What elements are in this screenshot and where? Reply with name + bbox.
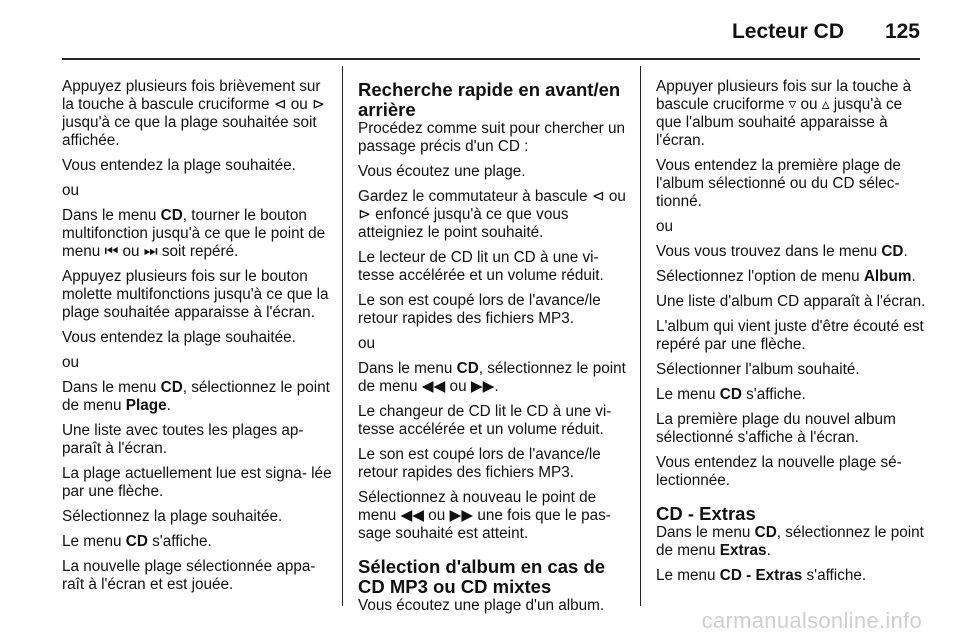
text: Dans le menu (62, 379, 161, 396)
column-1 (62, 78, 332, 601)
text: Sélectionnez l'option de menu (656, 268, 864, 285)
text: Vous vous trouvez dans le menu (656, 243, 882, 260)
text: . (903, 243, 908, 260)
column-2 (358, 80, 628, 622)
paragraph (62, 379, 332, 415)
text: Le menu (656, 567, 720, 584)
watermark: carmanualsonline.info (701, 608, 922, 633)
paragraph: L'album qui vient juste d'être écouté est repéré par une flèche. (656, 318, 924, 353)
paragraph (656, 524, 928, 560)
text: Dans le menu (62, 207, 161, 224)
paragraph: Le lecteur de CD lit un CD à une vi‐ tesse accélérée et un volume réduit. (358, 249, 604, 284)
paragraph: Sélectionnez la plage souhaitée. (62, 508, 283, 525)
menu-term: Extras (719, 542, 767, 559)
paragraph (656, 268, 928, 286)
section-heading: Sélection d'album en cas de CD MP3 ou CD mixtes (358, 556, 606, 597)
menu-term: CD (125, 533, 148, 550)
page-title: Lecteur CD (731, 20, 844, 43)
text: . (166, 397, 171, 414)
paragraph: Sélectionnez à nouveau le point de menu ◀◀ ou ▶▶ une fois que le pas‐ sage souhaité est atteint. (358, 489, 611, 542)
section-heading: Recherche rapide en avant/en arrière (358, 79, 621, 120)
text: , sélectionnez le point de menu (62, 379, 330, 414)
paragraph: Gardez le commutateur à bascule ⊲ ou ⊳ enfoncé jusqu'à ce que vous atteigniez le point souhaité. (358, 188, 626, 241)
paragraph: Le son est coupé lors de l'avance/le retour rapides des fichiers MP3. (358, 292, 601, 327)
menu-term: CD (881, 243, 904, 260)
text: . (911, 268, 916, 285)
paragraph: ou (656, 218, 674, 235)
menu-term: Plage (125, 397, 167, 414)
paragraph: Le changeur de CD lit le CD à une vi‐ tesse accélérée et un volume réduit. (358, 403, 612, 438)
menu-term: CD (160, 379, 183, 396)
paragraph: Une liste d'album CD apparaît à l'écran. (656, 293, 926, 310)
paragraph: Vous entendez la première plage de l'album sélectionné ou du CD sélec‐ tionné. (656, 157, 901, 210)
text: Dans le menu (358, 360, 457, 377)
header-divider (62, 58, 920, 60)
paragraph: La première plage du nouvel album sélectionné s'affiche à l'écran. (656, 411, 896, 446)
text: s'affiche. (147, 533, 212, 550)
paragraph: La plage actuellement lue est signa‐ lée par une flèche. (62, 465, 332, 500)
text: , sélectionnez le point de menu (656, 524, 924, 559)
menu-term: CD - Extras (719, 567, 803, 584)
menu-term: CD (754, 524, 777, 541)
paragraph: ou (62, 182, 80, 199)
column-3 (656, 78, 928, 592)
paragraph: Vous entendez la plage souhaitée. (62, 157, 296, 174)
paragraph: Vous écoutez une plage. (358, 163, 526, 180)
column-divider-2 (640, 66, 641, 606)
paragraph: Appuyez plusieurs fois sur le bouton molette multifonctions jusqu'à ce que la plage souhaitée apparaisse à l'écran. (62, 268, 329, 321)
paragraph: ou (62, 354, 80, 371)
menu-term: CD (160, 207, 183, 224)
paragraph: Vous écoutez une plage d'un album. (358, 597, 605, 614)
paragraph: Vous entendez la nouvelle plage sé‐ lectionnée. (656, 454, 902, 489)
paragraph (656, 386, 928, 404)
paragraph (358, 360, 628, 396)
text: s'affiche. (802, 567, 867, 584)
paragraph (62, 533, 332, 551)
paragraph: Sélectionner l'album souhaité. (656, 361, 860, 378)
text: . (766, 542, 771, 559)
menu-term: CD (456, 360, 479, 377)
text: Le menu (656, 386, 720, 403)
text: Dans le menu (656, 524, 755, 541)
column-divider-1 (342, 66, 343, 606)
menu-term: CD (719, 386, 742, 403)
paragraph: Procédez comme suit pour chercher un passage précis d'un CD : (358, 120, 625, 155)
paragraph: Appuyer plusieurs fois sur la touche à bascule cruciforme ▿ ou ▵ jusqu'à ce que l'album souhaité apparaisse à l'écran. (656, 78, 912, 149)
paragraph: Appuyez plusieurs fois brièvement sur la touche à bascule cruciforme ⊲ ou ⊳ jusqu'à ce que la plage souhaitée soit affichée. (62, 78, 325, 149)
text: Le menu (62, 533, 126, 550)
page-header (62, 0, 920, 58)
paragraph (656, 567, 928, 585)
menu-term: Album (863, 268, 912, 285)
paragraph (656, 243, 928, 261)
paragraph: Une liste avec toutes les plages ap‐ paraît à l'écran. (62, 422, 304, 457)
text: , tourner le bouton multifonction jusqu'à ce que le point de menu ⏮ ou ⏭ soit repéré. (62, 207, 326, 260)
paragraph: Le son est coupé lors de l'avance/le retour rapides des fichiers MP3. (358, 446, 601, 481)
paragraph: ou (358, 335, 376, 352)
page-number: 125 (884, 20, 920, 43)
paragraph: La nouvelle plage sélectionnée appa‐ raît à l'écran et est jouée. (62, 558, 316, 593)
section-heading: CD - Extras (656, 503, 756, 524)
text: s'affiche. (741, 386, 806, 403)
text: , sélectionnez le point de menu ◀◀ ou ▶▶. (358, 360, 626, 395)
paragraph: Vous entendez la plage souhaitée. (62, 329, 296, 346)
paragraph (62, 207, 332, 261)
